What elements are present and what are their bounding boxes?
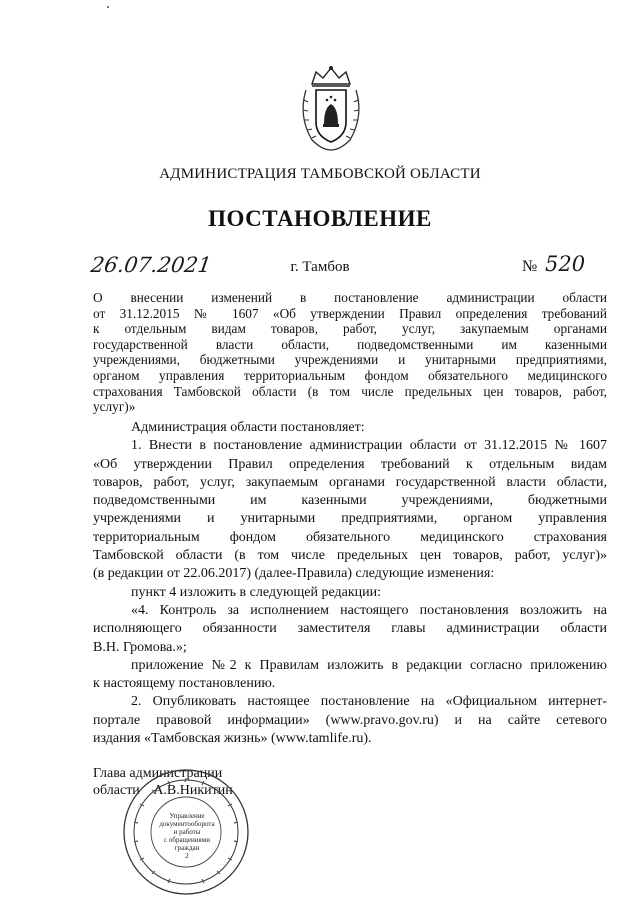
point4-line: пункт 4 изложить в следующей редакции: [131, 584, 381, 600]
signature-name: А.В.Никитин [153, 783, 233, 798]
item2-line: издания «Тамбовская жизнь» (www.tamlife.ru). [93, 731, 372, 747]
item1-line: «Об утверждении Правил определения требований к отдельным видам [93, 456, 607, 472]
item1-line: товаров, работ, услуг, закупаемым органами государственной власти области, [93, 474, 607, 490]
tambov-coat-of-arms-icon [296, 64, 366, 152]
stamp-line: с обращениями [164, 836, 210, 844]
subject-line: страхования Тамбовской области (в том числе предельных цен товаров, работ, [93, 383, 607, 399]
stamp-line: документооборота [159, 820, 215, 828]
subject-line: учреждениями, бюджетными учреждениями и унитарными предприятиями, [93, 352, 607, 368]
quote-line: исполняющего обязанности заместителя главы администрации области [93, 621, 607, 637]
subject-line: услуг)» [93, 399, 136, 415]
item1-line: учреждениями и унитарными предприятиями, органом управления [93, 511, 607, 527]
organization-name: АДМИНИСТРАЦИЯ ТАМБОВСКОЙ ОБЛАСТИ [159, 166, 481, 182]
stamp-line: и работы [173, 828, 201, 836]
document-number-label: № [522, 258, 538, 275]
item2-line: портале правовой информации» (www.pravo.gov.ru) и на сайте сетевого [93, 712, 607, 728]
item1-line: (в редакции от 22.06.2017) (далее-Правила) следующие изменения: [93, 566, 495, 582]
item2-line: 2. Опубликовать настоящее постановление на «Официальном интернет- [131, 694, 607, 710]
stamp-line: граждан [174, 844, 200, 852]
scan-dot [107, 6, 109, 8]
signature-region: области [93, 783, 140, 798]
item1-line: Тамбовской области (в том числе предельных цен товаров, работ, услуг)» [93, 548, 607, 564]
appendix-line: к настоящему постановлению. [93, 676, 276, 692]
stamp-text [152, 812, 222, 860]
quote-line: «4. Контроль за исполнением настоящего постановления возложить на [131, 602, 607, 618]
item1-line: подведомственными им казенными учреждениями, бюджетными [93, 493, 607, 509]
signature-title: Глава администрации [93, 766, 223, 781]
item1-line: 1. Внести в постановление администрации области от 31.12.2015 № 1607 [131, 438, 607, 454]
document-city: г. Тамбов [290, 259, 350, 275]
subject-line: к отдельным видам товаров, работ, услуг, закупаемым органами [93, 321, 607, 337]
subject-line: от 31.12.2015 № 1607 «Об утверждении Правил определения требований [93, 305, 607, 321]
stamp-line: 2 [185, 852, 189, 860]
body-intro: Администрация области постановляет: [131, 420, 365, 435]
subject-line: органом управления территориальным фондом обязательного медицинского [93, 367, 607, 383]
document-body [93, 419, 607, 748]
document-subject [93, 290, 607, 415]
quote-line: В.Н. Громова.»; [93, 639, 187, 655]
item1-line: территориальным фондом обязательного медицинского страхования [93, 529, 607, 545]
subject-line: государственной власти области, подведомственными им казенными [93, 336, 607, 352]
appendix-line: приложение №2 к Правилам изложить в редакции согласно приложению [131, 657, 607, 673]
document-number: 520 [545, 252, 586, 276]
document-type-title: ПОСТАНОВЛЕНИЕ [208, 206, 432, 231]
subject-line: О внесении изменений в постановление администрации области [93, 290, 607, 305]
stamp-line: Управление [169, 812, 205, 820]
document-date: 26.07.2021 [89, 253, 213, 277]
